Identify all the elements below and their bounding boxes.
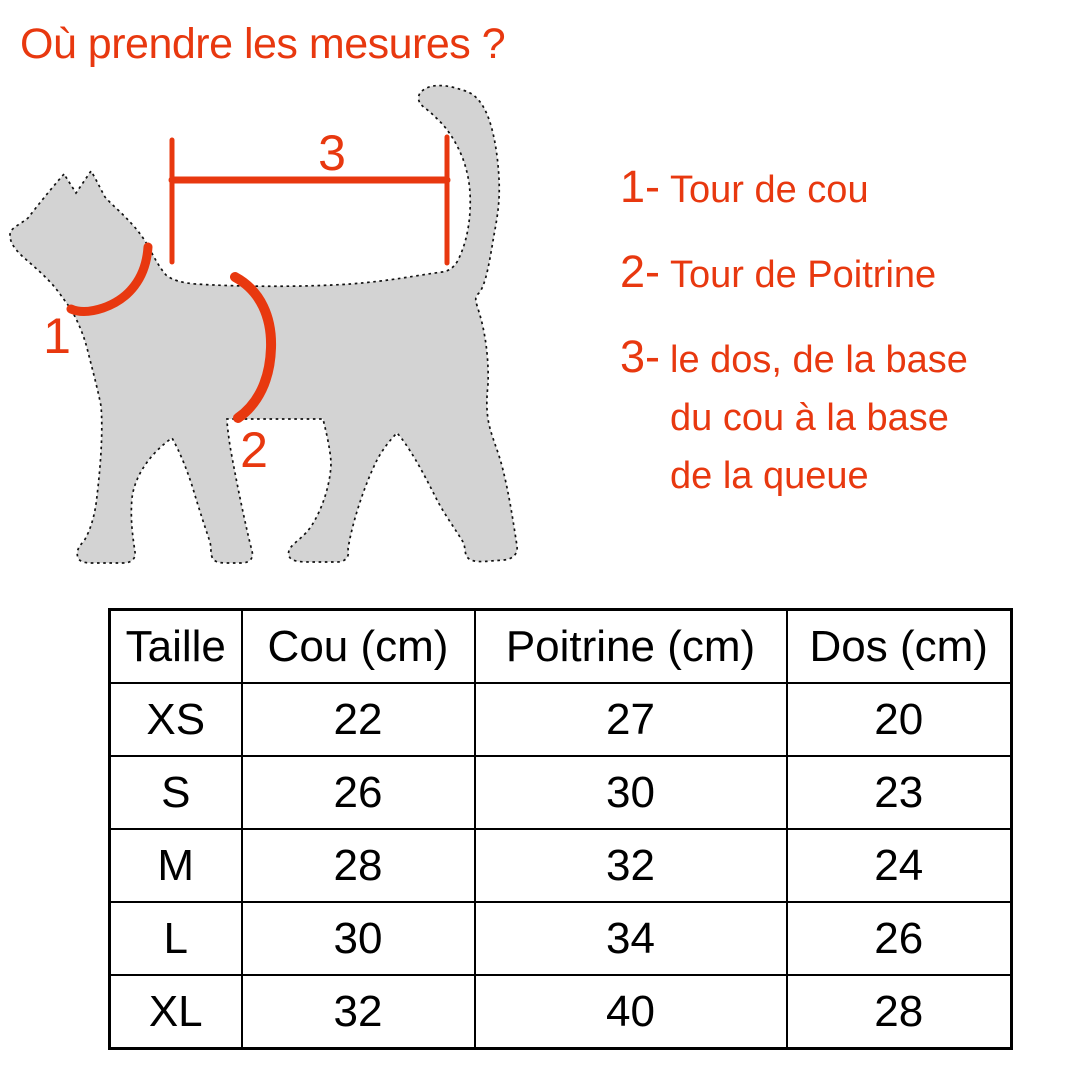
cat-silhouette-shape (10, 86, 517, 563)
cat-measurement-diagram (0, 80, 540, 580)
back-cell: 24 (787, 829, 1012, 902)
legend-item-chest (620, 243, 1050, 304)
chest-cell: 30 (475, 756, 787, 829)
table-row (110, 756, 1012, 829)
size-cell: XS (110, 683, 242, 756)
table-row (110, 829, 1012, 902)
table-row (110, 683, 1012, 756)
legend-label-line: du cou à la base (670, 397, 949, 439)
col-header-dos: Dos (cm) (787, 610, 1012, 684)
col-header-cou: Cou (cm) (242, 610, 475, 684)
back-cell: 20 (787, 683, 1012, 756)
legend-item-neck (620, 158, 1050, 219)
chest-cell: 27 (475, 683, 787, 756)
measurement-legend (620, 158, 1050, 529)
table-row (110, 902, 1012, 975)
neck-cell: 22 (242, 683, 475, 756)
neck-measure-label: 1 (43, 308, 71, 364)
size-table (108, 608, 1013, 1050)
neck-cell: 26 (242, 756, 475, 829)
legend-label: Tour de cou (670, 169, 869, 211)
col-header-taille: Taille (110, 610, 242, 684)
neck-cell: 30 (242, 902, 475, 975)
legend-item-back (620, 328, 1050, 505)
size-table-header-row (110, 610, 1012, 684)
col-header-poitrine: Poitrine (cm) (475, 610, 787, 684)
legend-number: 1- (620, 161, 661, 212)
legend-label-line: de la queue (670, 455, 869, 497)
back-cell: 26 (787, 902, 1012, 975)
back-cell: 23 (787, 756, 1012, 829)
page-title: Où prendre les mesures ? (20, 20, 506, 68)
size-cell: XL (110, 975, 242, 1049)
legend-label (670, 331, 968, 505)
chest-cell: 40 (475, 975, 787, 1049)
legend-label-line: le dos, de la base (670, 339, 968, 381)
size-cell: M (110, 829, 242, 902)
legend-number: 2- (620, 246, 661, 297)
size-cell: S (110, 756, 242, 829)
chest-measure-label: 2 (240, 422, 268, 478)
chest-cell: 34 (475, 902, 787, 975)
legend-number: 3- (620, 331, 661, 382)
back-cell: 28 (787, 975, 1012, 1049)
table-row (110, 975, 1012, 1049)
back-measure-label: 3 (318, 125, 346, 181)
neck-cell: 28 (242, 829, 475, 902)
neck-cell: 32 (242, 975, 475, 1049)
size-cell: L (110, 902, 242, 975)
legend-label: Tour de Poitrine (670, 254, 937, 296)
chest-cell: 32 (475, 829, 787, 902)
